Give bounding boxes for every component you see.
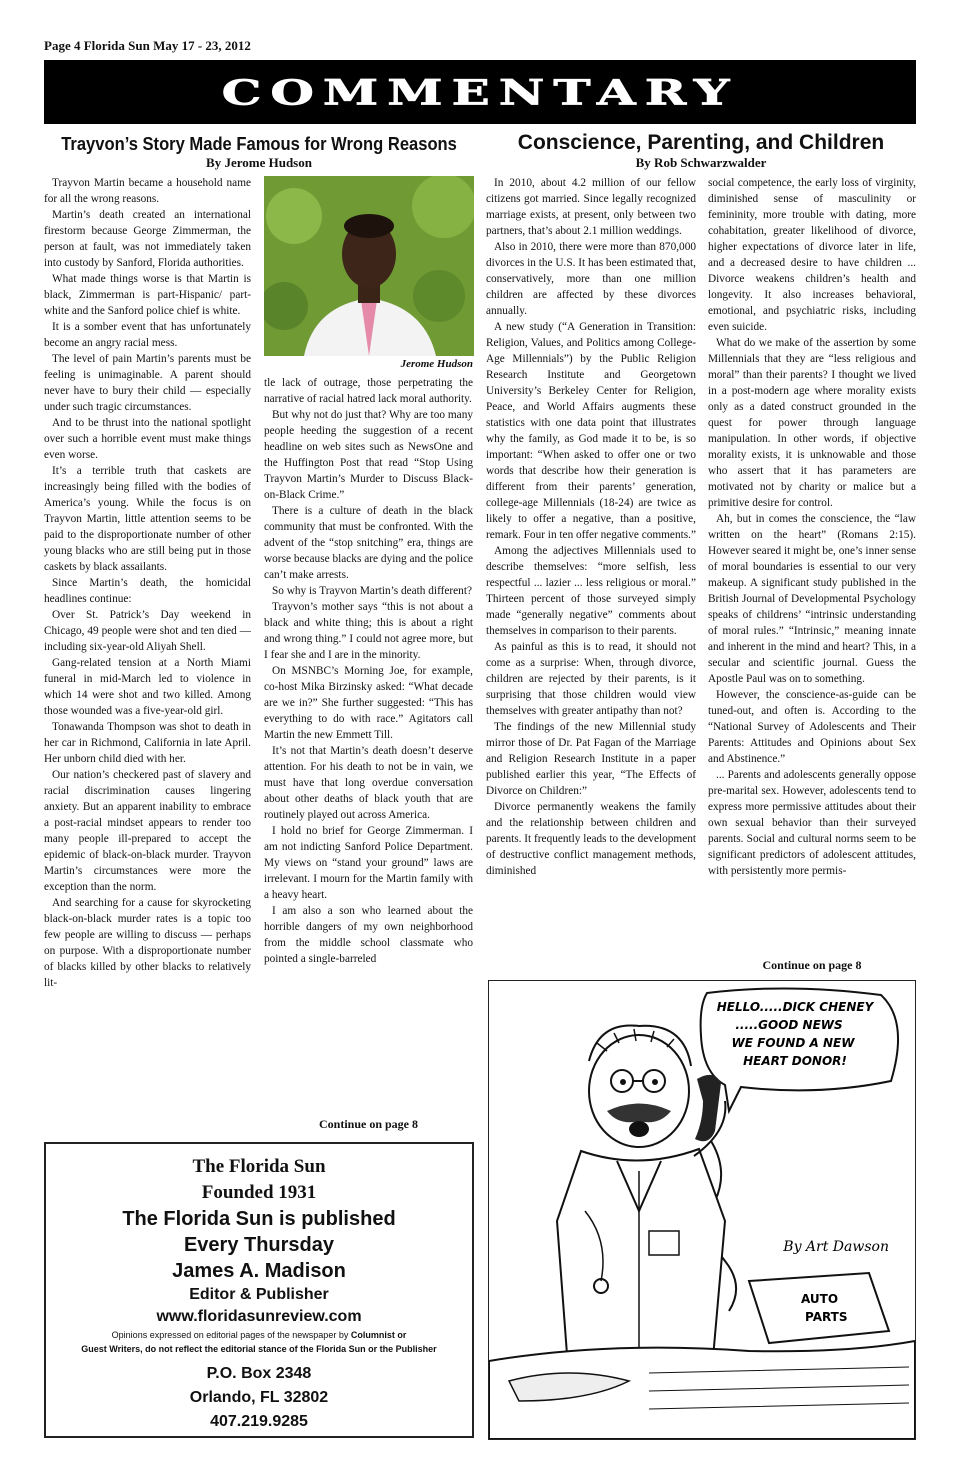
paragraph: It is a somber event that has unfortunately become an angry racial mess. (44, 321, 251, 349)
speech-line-3: WE FOUND A NEW (731, 1036, 855, 1050)
po-box: P.O. Box 2348 (206, 1365, 312, 1382)
paragraph: Since Martin’s death, the homicidal headlines continue: (44, 577, 251, 605)
disclaimer-line-1 (46, 1328, 472, 1342)
paragraph: What made things worse is that Martin is black, Zimmerman is part-Hispanic/ part-white and the Sanford police chief is white. (44, 273, 251, 317)
paragraph: Over St. Patrick’s Day weekend in Chicago, 49 people were shot and ten died — including six-year-old Aliyah Shell. (44, 609, 251, 653)
paragraph: Divorce permanently weakens the family and the relationship between children and parents. It frequently leads to the development of destructive conflict management methods, diminished (486, 801, 696, 877)
published-line: The Florida Sun is published (122, 1208, 396, 1230)
paragraph: So why is Trayvon Martin’s death different? (272, 585, 472, 597)
sign-line-1: AUTO (801, 1292, 839, 1306)
page-folio: Page 4 Florida Sun May 17 - 23, 2012 (44, 38, 251, 53)
author-photo (264, 176, 474, 356)
paragraph: Among the adjectives Millennials used to describe themselves: “more selfish, less respectful ... lazier ... less religious or moral.” Thirteen percent of those surveyed simply made “generally negative” comments about themselves in comparison to their parents. (486, 545, 696, 637)
paragraph: I hold no brief for George Zimmerman. I am not indicting Sanford Police Department. My views on “stand your ground” laws are irrelevant. I mourn for the Martin family with a heavy heart. (264, 825, 473, 901)
paragraph: Trayvon Martin became a household name for all the wrong reasons. (44, 177, 251, 205)
article1-byline: By Jerome Hudson (206, 155, 312, 170)
paragraph: However, the conscience-as-guide can be tuned-out, and often is. According to the “National Survey of Adolescents and Their Parents: Attitudes and Opinions about Sex and Abstinence.” (708, 689, 916, 765)
paragraph: It’s not that Martin’s death doesn’t deserve attention. For his death to not be in vain, we must have that long overdue conversation about other deaths of black youth that are routinely played out across America. (264, 745, 473, 821)
paragraph: And searching for a cause for skyrocketing black-on-black murder rates is a topic too few people are willing to discuss — perhaps on purpose. With a disproportionate number of blacks killed by other blacks to relatively lit- (44, 897, 251, 989)
article1-column-1 (44, 175, 251, 1133)
doctor-coat (557, 1149, 725, 1381)
paragraph: It’s a terrible truth that caskets are increasingly being filled with the bodies of America’s young. While the focus is on Trayvon Martin, little attention seems to be paid to the disproportionate number of other young blacks who are still being put in those caskets by black assailants. (44, 465, 251, 573)
paragraph: tle lack of outrage, those perpetrating the narrative of racial hatred lack moral authority. (264, 377, 473, 405)
paragraph: I am also a son who learned about the horrible dangers of my own neighborhood from the middle school classmate who pointed a single-barreled (264, 905, 473, 965)
article2-byline: By Rob Schwarzwalder (635, 155, 767, 170)
paragraph: The level of pain Martin’s parents must be feeling is unimaginable. A parent should never have to bury their child — especially under such tragic circumstances. (44, 353, 251, 413)
sign-line-2: PARTS (805, 1310, 848, 1324)
paragraph: Trayvon’s mother says “this is not about a black and white thing; this is about a right and wrong thing.” I could not agree more, but I fear she and I are in the minority. (264, 601, 473, 661)
paragraph: A new study (“A Generation in Transition: Religion, Values, and Politics among College-Age Millennials”) by the Public Religion Research Institute and Georgetown University’s Berkeley Center for Religion, Peace, and World Affairs augments these statistics with one data point that illustrates why the family, as God made it to be, is so important: “When asked to offer one or two words that describe how their generation is different from their parents’ generation, college-age Millennials (18-24) are twice as likely to offer a negative, than a positive, remark. Four in ten offer negative comments.” (486, 321, 696, 541)
city-line: Orlando, FL 32802 (189, 1389, 329, 1406)
paragraph: There is a culture of death in the black community that must be confronted. With the advent of the “stop snitching” era, things are worse because blacks are dying and the police can’t make arrests. (264, 505, 473, 581)
speech-line-1: HELLO.....DICK CHENEY (716, 1000, 874, 1014)
article2-headline: Conscience, Parenting, and Children (517, 131, 885, 154)
editor-role: Editor & Publisher (189, 1286, 329, 1303)
frequency-line: Every Thursday (183, 1234, 335, 1256)
paragraph: As painful as this is to read, it should not come as a surprise: When, through divorce, children are rejected by their parents, is it surprising that those children would view themselves with greater antipathy than not? (486, 641, 696, 717)
article1-column-2 (264, 375, 473, 1118)
cartoon-drawing (489, 981, 915, 1439)
paragraph: Gang-related tension at a North Miami funeral in mid-March led to violence in which 14 were shot and two killed. Among those wounded was a five-year-old girl. (44, 657, 251, 717)
article2-continue-link: Continue on page 8 (762, 958, 862, 972)
paragraph: ... Parents and adolescents generally oppose pre-marital sex. However, adolescents tend to express more permissive attitudes about their own sexual behavior than their surveyed parents. Social and cultural norms seem to be significant predictors of adolescent attitudes, with persistently more permis- (708, 769, 916, 877)
section-title: COMMENTARY (221, 71, 739, 113)
article1-headline: Trayvon’s Story Made Famous for Wrong Reasons (61, 134, 457, 154)
editorial-cartoon (488, 980, 916, 1440)
paper-name: The Florida Sun (192, 1156, 326, 1177)
article1-continue-link: Continue on page 8 (318, 1117, 419, 1131)
photo-caption: Jerome Hudson (400, 358, 473, 370)
phone-number: 407.219.9285 (210, 1413, 308, 1430)
article2-column-1 (486, 175, 696, 975)
disclaimer-bold: Columnist or (350, 1330, 407, 1340)
founded-year: Founded 1931 (201, 1182, 317, 1203)
speech-line-2: .....GOOD NEWS (735, 1018, 843, 1032)
paragraph: Tonawanda Thompson was shot to death in her car in Richmond, California in late April. Her unborn child died with her. (44, 721, 251, 765)
paragraph: What do we make of the assertion by some Millennials that they are “less religious and moral” than their parents? I thought we lived in a post-modern age where morality exists only as a dated construct grounded in the quest for power through language manipulation. In other words, if objective morality exists, it is unknowable and those who assert that it has parameters are motivated not by charity or malice but a primitive desire for control. (708, 337, 916, 509)
disclaimer-text: Opinions expressed on editorial pages of the newspaper by (111, 1330, 351, 1340)
editor-name: James A. Madison (172, 1260, 346, 1282)
paragraph: The findings of the new Millennial study mirror those of Dr. Pat Fagan of the Marriage and Religion Research Institute in a paper published earlier this year, “The Effects of Divorce on Children:” (486, 721, 696, 797)
cartoonist-signature: By Art Dawson (783, 1239, 889, 1255)
paragraph: On MSNBC’s Morning Joe, for example, co-host Mika Birzinsky asked: “What decade are we in?” She further suggested: “This has everything to do with race.” Agitators call Martin the new Emmett Till. (264, 665, 473, 741)
paragraph: Ah, but in comes the conscience, the “law written on the heart” (Romans 2:15). However seared it might be, one’s inner sense of moral boundaries is essential to our very makeup. A significant study published in the British Journal of Developmental Psychology speaks of childrens’ “intrinsic understanding of moral rules.” “Intrinsic,” meaning innate and inherent in the mind and heart? This, in a secular and scientific journal. Guess the Apostle Paul was on to something. (708, 513, 916, 685)
paragraph: Martin’s death created an international firestorm because George Zimmerman, the person at fault, was not immediately taken into custody by Sanford, Florida authorities. (44, 209, 251, 269)
paragraph: And to be thrust into the national spotlight over such a horrible event must make things even worse. (44, 417, 251, 461)
section-banner (44, 60, 916, 124)
disclaimer-bold: Guest Writers, do not reflect the editorial stance of the Florida Sun or the Publisher (81, 1344, 437, 1354)
article2-column-2 (708, 175, 916, 958)
paragraph: Our nation’s checkered past of slavery and racial discrimination causes lingering anxiety. But an apparent inability to embrace a post-racial mindset appears to render too many people ill-prepared to accept the epidemic of black-on-black murder. Trayvon Martin’s circumstances were more the exception than the norm. (44, 769, 251, 893)
author-portrait (264, 176, 474, 356)
auto-parts-box (749, 1273, 889, 1343)
disclaimer-line-2 (46, 1342, 472, 1356)
paragraph: In 2010, about 4.2 million of our fellow citizens got married. Since legally recognized marriage exists, at present, only between two partners, that’s about 2.1 million weddings. (486, 177, 696, 237)
website: www.floridasunreview.com (156, 1308, 362, 1325)
paragraph: social competence, the early loss of virginity, diminished sense of masculinity or femininity, more trouble with dating, more cohabitation, greater likelihood of divorce, higher expectations of divorce later in life, and a decreased desire to have children ... Divorce weakens children’s health and longevity. It also increases behavioral, emotional, and psychiatric risks, including even suicide. (708, 177, 916, 333)
paragraph: But why not do just that? Why are too many people heeding the suggestion of a recent headline on web sites such as NewsOne and the Huffington Post that read “Stop Using Trayvon Martin’s Murder to Discuss Black-on-Black Crime.” (264, 409, 473, 501)
paragraph: Also in 2010, there were more than 870,000 divorces in the U.S. It has been estimated that, conservatively, more than one million children are affected by these divorces annually. (486, 241, 696, 317)
masthead-box (44, 1142, 474, 1438)
speech-line-4: HEART DONOR! (743, 1054, 847, 1068)
